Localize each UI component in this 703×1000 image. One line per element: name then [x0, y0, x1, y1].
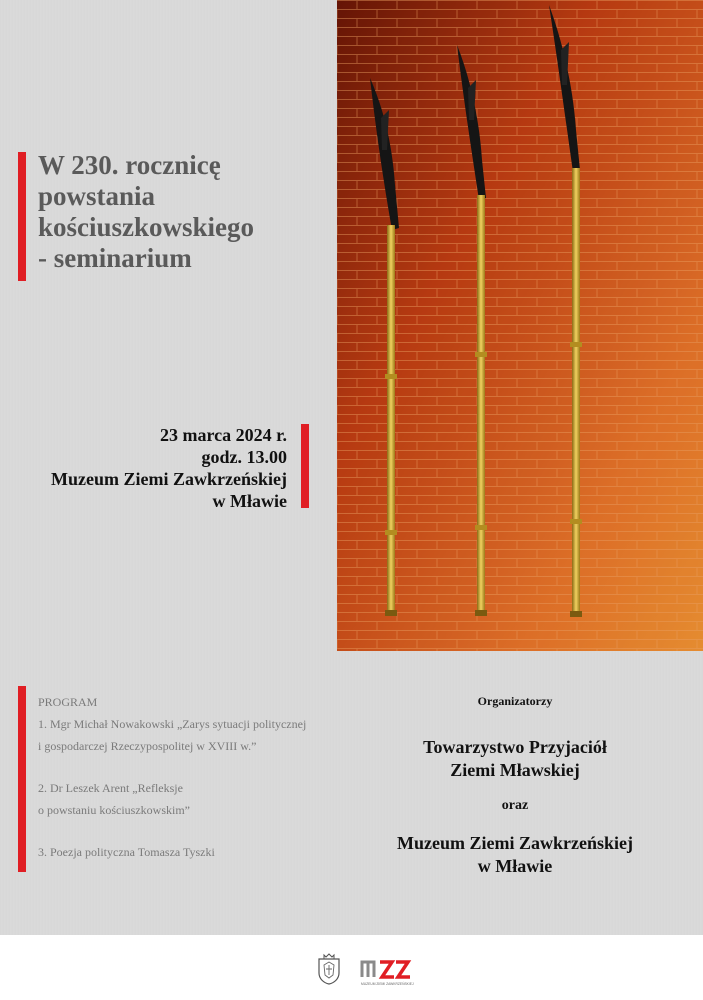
organizers-heading: Organizatorzy [477, 694, 553, 708]
mzz-logo [360, 952, 422, 988]
event-date: 23 marca 2024 r. [160, 425, 287, 445]
title-line-3: kościuszkowskiego [38, 212, 255, 242]
footer [0, 935, 703, 1000]
program-heading: PROGRAM [38, 695, 98, 709]
event-venue-line-1: Muzeum Ziemi Zawkrzeńskiej [51, 469, 287, 489]
program-item-2-line-1: 2. Dr Leszek Arent „Refleksje [38, 781, 183, 795]
organizer-1-line-1: Towarzystwo Przyjaciół [423, 737, 607, 757]
page-title [38, 150, 328, 274]
halberds-photo [337, 0, 703, 651]
title-line-4: - seminarium [38, 243, 192, 273]
program-item-1-line-1: 1. Mgr Michał Nowakowski „Zarys sytuacji politycznej [38, 717, 307, 731]
title-accent-bar [18, 152, 26, 281]
program-section [38, 691, 338, 863]
program-item-2-line-2: o powstaniu kościuszkowskim” [38, 803, 190, 817]
title-line-2: powstania [38, 181, 156, 211]
organizer-1-line-2: Ziemi Mławskiej [450, 760, 580, 780]
info-accent-bar [301, 424, 309, 508]
organizer-2-line-2: w Mławie [477, 856, 553, 876]
svg-text:MUZEUM ZIEMI ZAWKRZEŃSKIEJ: MUZEUM ZIEMI ZAWKRZEŃSKIEJ [361, 982, 414, 986]
event-time: godz. 13.00 [201, 447, 287, 467]
organizer-2 [350, 832, 680, 878]
mlawa-coat-of-arms-icon [316, 953, 342, 985]
program-item-1-line-2: i gospodarczej Rzeczypospolitej w XVIII w.” [38, 739, 257, 753]
title-line-1: W 230. rocznicę [38, 150, 221, 180]
event-info [51, 424, 287, 512]
organizer-1 [350, 736, 680, 782]
organizers-conjunction: oraz [501, 798, 529, 813]
organizer-2-line-1: Muzeum Ziemi Zawkrzeńskiej [397, 833, 633, 853]
program-item-3: 3. Poezja polityczna Tomasza Tyszki [38, 845, 215, 859]
program-accent-bar [18, 686, 26, 872]
event-venue-line-2: w Mławie [212, 491, 287, 511]
